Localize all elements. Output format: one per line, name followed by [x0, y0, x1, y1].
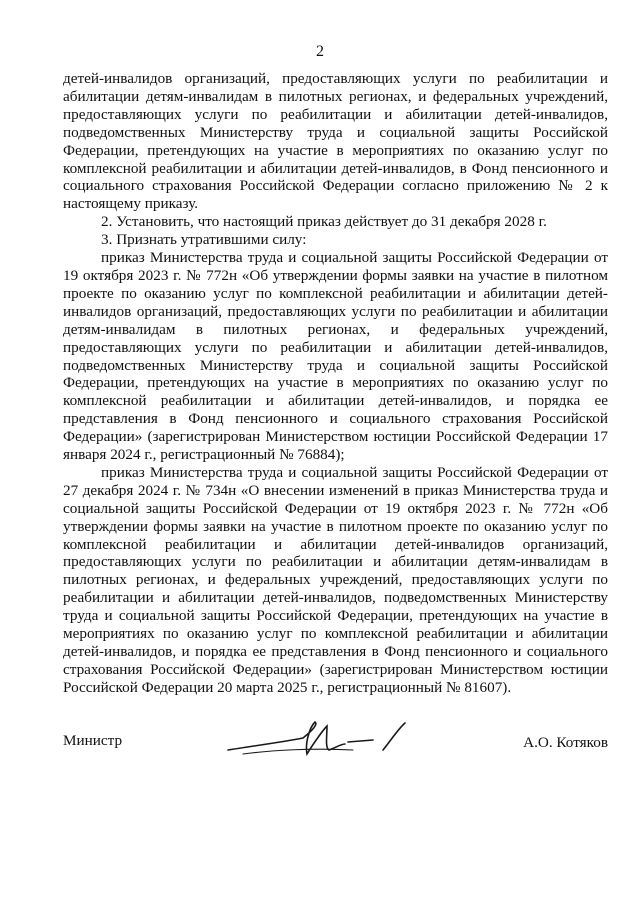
item-3-paragraph: 3. Признать утратившими силу:	[101, 231, 307, 249]
repealed-order-1: приказ Министерства труда и социальной защиты Российской Федерации от 19 октября 2023 г. № 772н «Об утверждении формы заявки на участие в пилотном проекте по оказанию услуг по комплексной реабилитации и абилитации детей-инвалидов организаций, предоставляющих услуги по реабилитации и абилитации детям-инвалидам в пилотных регионах, и федеральных учреждений, предоставляющих услуги по реабилитации и абилитации детей-инвалидов, подведомственных Министерству труда и социальной защиты Российской Федерации, претендующих на участие в мероприятиях по оказанию услуг по комплексной реабилитации и абилитации детей-инвалидов, и порядка ее представления в Фонд пенсионного и социального страхования Российской Федерации» (зарегистрирован Министерством юстиции Российской Федерации 17 января 2024 г., регистрационный № 76884);	[63, 249, 608, 464]
signer-title: Министр	[63, 732, 123, 749]
item-2-paragraph: 2. Установить, что настоящий приказ действует до 31 декабря 2028 г.	[101, 213, 547, 231]
handwritten-signature	[223, 720, 413, 765]
repealed-order-2: приказ Министерства труда и социальной защиты Российской Федерации от 27 декабря 2024 г. № 734н «О внесении изменений в приказ Министерства труда и социальной защиты Российской Федерации от 19 октября 2023 г. № 772н «Об утверждении формы заявки на участие в пилотном проекте по оказанию услуг по комплексной реабилитации и абилитации детей-инвалидов организаций, предоставляющих услуги по реабилитации и абилитации детям-инвалидам в пилотных регионах, и федеральных учреждений, предоставляющих услуги по реабилитации и абилитации детей-инвалидов, подведомственных Министерству труда и социальной защиты Российской Федерации, претендующих на участие в мероприятиях по оказанию услуг по комплексной реабилитации и абилитации детей-инвалидов, и порядка ее представления в Фонд пенсионного и социального страхования Российской Федерации» (зарегистрирован Министерством юстиции Российской Федерации 20 марта 2025 г., регистрационный № 81607).	[63, 463, 608, 696]
page-number: 2	[316, 43, 324, 60]
signer-name: А.О. Котяков	[523, 734, 608, 751]
document-body	[63, 70, 608, 697]
signature-block	[63, 720, 608, 770]
continuation-paragraph: детей-инвалидов организаций, предоставляющих услуги по реабилитации и абилитации детям-инвалидам в пилотных регионах, и федеральных учреждений, предоставляющих услуги по реабилитации и абилитации детей-инвалидов, подведомственных Министерству труда и социальной защиты Российской Федерации, претендующих на участие в мероприятиях по оказанию услуг по комплексной реабилитации и абилитации детей-инвалидов, в Фонд пенсионного и социального страхования Российской Федерации согласно приложению № 2 к настоящему приказу.	[63, 70, 608, 213]
